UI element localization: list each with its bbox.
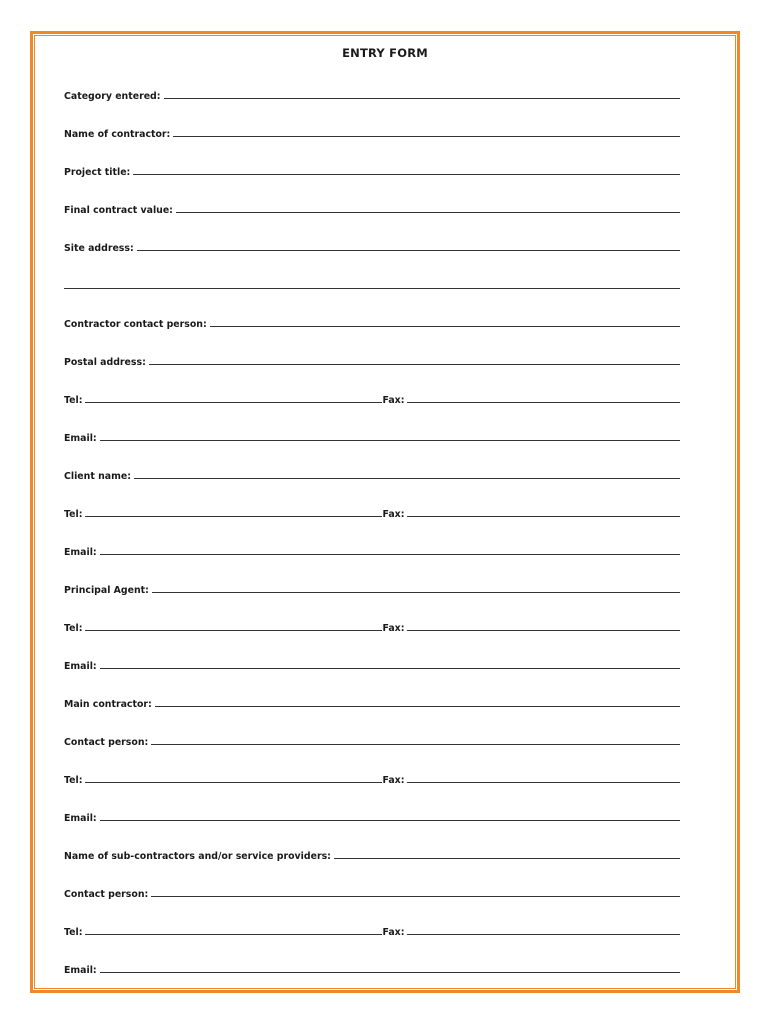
- main-contact-person-row: [64, 732, 680, 748]
- contractor-email-label: Email:: [64, 433, 97, 444]
- agent-fax-line[interactable]: [407, 630, 680, 631]
- contractor-email-line[interactable]: [100, 440, 680, 441]
- sub-email-row: [64, 960, 680, 976]
- sub-contact-person-row: [64, 884, 680, 900]
- client-name-line[interactable]: [134, 478, 680, 479]
- name-of-contractor-label: Name of contractor:: [64, 129, 171, 140]
- contractor-tel-label: Tel:: [64, 395, 83, 406]
- site-address-line[interactable]: [137, 250, 680, 251]
- sub-tel-label: Tel:: [64, 927, 83, 938]
- sub-email-line[interactable]: [100, 972, 680, 973]
- project-title-label: Project title:: [64, 167, 131, 178]
- contractor-contact-person-label: Contractor contact person:: [64, 319, 207, 330]
- client-name-row: [64, 466, 680, 482]
- main-email-label: Email:: [64, 813, 97, 824]
- form-title: ENTRY FORM: [342, 46, 428, 60]
- contractor-fax-label: Fax:: [382, 395, 405, 406]
- category-entered-label: Category entered:: [64, 91, 161, 102]
- client-email-line[interactable]: [100, 554, 680, 555]
- contractor-fax-line[interactable]: [407, 402, 680, 403]
- site-address-row: [64, 238, 680, 254]
- client-email-row: [64, 542, 680, 558]
- agent-email-line[interactable]: [100, 668, 680, 669]
- site-address-continued-row: [64, 276, 680, 292]
- principal-agent-label: Principal Agent:: [64, 585, 149, 596]
- main-email-line[interactable]: [100, 820, 680, 821]
- subcontractors-label: Name of sub-contractors and/or service providers:: [64, 851, 331, 862]
- client-name-label: Client name:: [64, 471, 131, 482]
- contractor-email-row: [64, 428, 680, 444]
- subcontractors-line[interactable]: [334, 858, 680, 859]
- main-tel-fax-row: [64, 770, 680, 786]
- sub-contact-person-line[interactable]: [151, 896, 680, 897]
- final-contract-value-label: Final contract value:: [64, 205, 173, 216]
- category-entered-line[interactable]: [164, 98, 680, 99]
- main-fax-line[interactable]: [407, 782, 680, 783]
- main-fax-label: Fax:: [382, 775, 405, 786]
- site-address-label: Site address:: [64, 243, 134, 254]
- sub-tel-line[interactable]: [85, 934, 382, 935]
- contractor-contact-person-row: [64, 314, 680, 330]
- main-contact-person-line[interactable]: [151, 744, 680, 745]
- site-address-continued-line[interactable]: [64, 288, 680, 289]
- sub-fax-line[interactable]: [407, 934, 680, 935]
- agent-email-label: Email:: [64, 661, 97, 672]
- client-fax-label: Fax:: [382, 509, 405, 520]
- main-email-row: [64, 808, 680, 824]
- main-contractor-line[interactable]: [155, 706, 680, 707]
- name-of-contractor-row: [64, 124, 680, 140]
- contractor-contact-person-line[interactable]: [210, 326, 680, 327]
- main-tel-line[interactable]: [85, 782, 382, 783]
- contractor-tel-line[interactable]: [85, 402, 382, 403]
- client-fax-line[interactable]: [407, 516, 680, 517]
- principal-agent-line[interactable]: [152, 592, 680, 593]
- agent-tel-line[interactable]: [85, 630, 382, 631]
- client-tel-fax-row: [64, 504, 680, 520]
- category-entered-row: [64, 86, 680, 102]
- project-title-line[interactable]: [133, 174, 680, 175]
- sub-contact-person-label: Contact person:: [64, 889, 149, 900]
- postal-address-label: Postal address:: [64, 357, 146, 368]
- sub-fax-label: Fax:: [382, 927, 405, 938]
- client-tel-line[interactable]: [85, 516, 382, 517]
- sub-tel-fax-row: [64, 922, 680, 938]
- name-of-contractor-line[interactable]: [173, 136, 680, 137]
- agent-tel-label: Tel:: [64, 623, 83, 634]
- sub-email-label: Email:: [64, 965, 97, 976]
- agent-tel-fax-row: [64, 618, 680, 634]
- agent-fax-label: Fax:: [382, 623, 405, 634]
- agent-email-row: [64, 656, 680, 672]
- postal-address-row: [64, 352, 680, 368]
- final-contract-value-line[interactable]: [176, 212, 680, 213]
- client-tel-label: Tel:: [64, 509, 83, 520]
- main-contractor-row: [64, 694, 680, 710]
- subcontractors-row: [64, 846, 680, 862]
- contractor-tel-fax-row: [64, 390, 680, 406]
- main-contractor-label: Main contractor:: [64, 699, 152, 710]
- postal-address-line[interactable]: [149, 364, 680, 365]
- main-tel-label: Tel:: [64, 775, 83, 786]
- main-contact-person-label: Contact person:: [64, 737, 149, 748]
- principal-agent-row: [64, 580, 680, 596]
- client-email-label: Email:: [64, 547, 97, 558]
- project-title-row: [64, 162, 680, 178]
- final-contract-value-row: [64, 200, 680, 216]
